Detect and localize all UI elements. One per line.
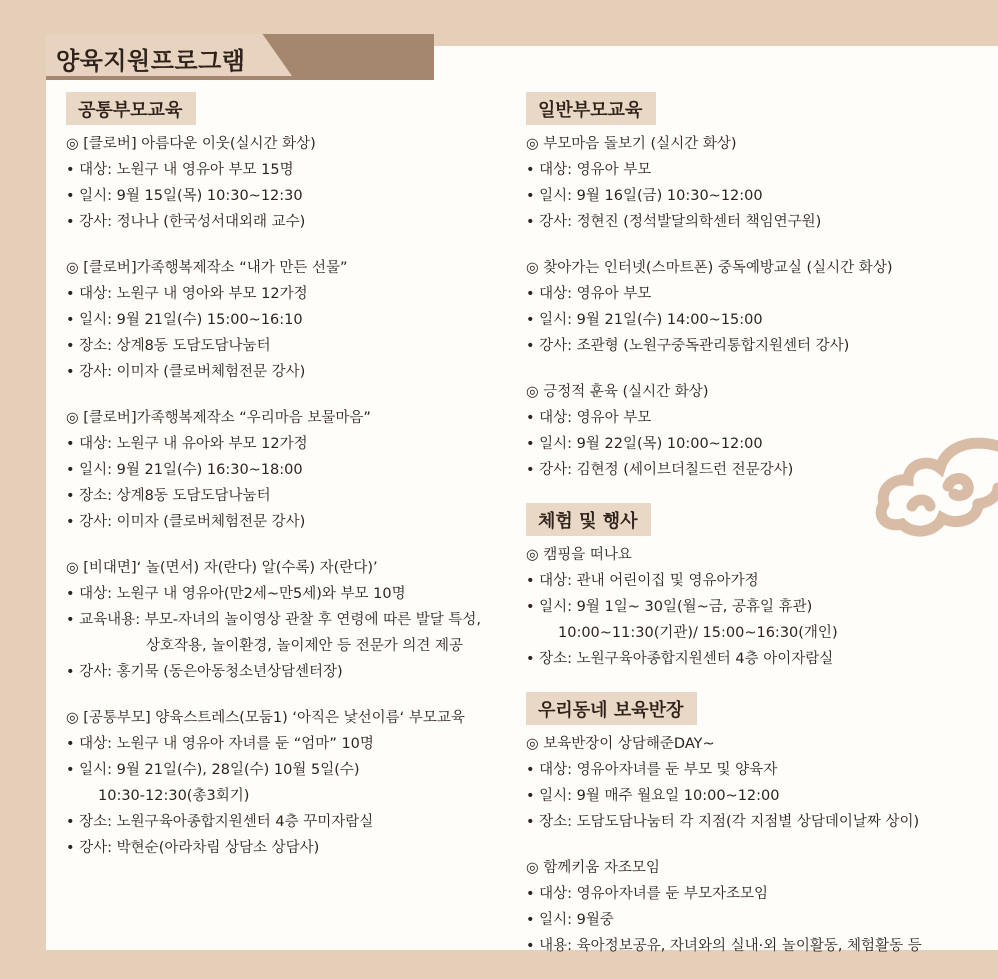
program-title: ◎ 보육반장이 상담해준DAY~ [526,736,715,752]
program-detail: • 일시: 9월 21일(수) 15:00~16:10 [66,312,303,328]
program-detail: • 일시: 9월 16일(금) 10:30~12:00 [526,188,763,204]
program-detail: • 일시: 9월 1일~ 30일(월~금, 공휴일 휴관) [526,599,813,615]
program-block [66,405,506,535]
program-detail: • 대상: 관내 어린이집 및 영유아가정 [526,573,759,589]
program-block [526,542,966,672]
program-detail: • 대상: 노원구 내 영유아 자녀를 둔 “엄마” 10명 [66,736,374,752]
section-title-common-parent-education: 공통부모교육 [66,92,196,125]
program-detail: • 일시: 9월 21일(수) 16:30~18:00 [66,462,303,478]
right-section [526,92,966,483]
program-title: ◎ 함께키움 자조모임 [526,860,660,876]
right-section [526,692,966,959]
program-detail: • 대상: 노원구 내 영아와 부모 12가정 [66,286,308,302]
program-title: ◎ [공통부모] 양육스트레스(모둠1) ‘아직은 낯선이름‘ 부모교육 [66,710,465,726]
program-block [526,131,966,235]
program-detail: • 강사: 조관형 (노원구중독관리통합지원센터 강사) [526,338,850,354]
program-detail-continuation: 상호작용, 놀이환경, 놀이제안 등 전문가 의견 제공 [146,638,464,654]
program-detail: • 대상: 노원구 내 영유아(만2세~만5세)와 부모 10명 [66,586,406,602]
program-detail: • 강사: 김현정 (세이브더칠드런 전문강사) [526,462,794,478]
program-detail: • 일시: 9월 매주 월요일 10:00~12:00 [526,788,780,804]
program-list [526,731,966,959]
program-detail: • 일시: 9월 21일(수) 14:00~15:00 [526,312,763,328]
program-title: ◎ [비대면]‘ 놀(면서) 자(란다) 알(수록) 자(란다)’ [66,560,378,576]
program-detail: • 장소: 노원구육아종합지원센터 4층 꾸미자람실 [66,814,374,830]
cloud-icon [828,428,998,538]
program-detail: • 강사: 홍기묵 (동은아동청소년상담센터장) [66,664,343,680]
program-detail: • 대상: 영유아 부모 [526,162,652,178]
program-detail: • 강사: 정나나 (한국성서대외래 교수) [66,214,306,230]
program-detail: • 강사: 이미자 (클로버체험전문 강사) [66,514,306,530]
section-title: 일반부모교육 [526,92,656,125]
program-detail: • 대상: 노원구 내 영유아 부모 15명 [66,162,294,178]
program-detail: • 일시: 9월 22일(목) 10:00~12:00 [526,436,763,452]
program-title: ◎ 찾아가는 인터넷(스마트폰) 중독예방교실 (실시간 화상) [526,260,893,276]
program-detail: • 장소: 상계8동 도담도담나눔터 [66,488,271,504]
program-detail: • 대상: 영유아자녀를 둔 부모자조모임 [526,886,768,902]
section-title: 체험 및 행사 [526,503,651,536]
program-block [66,255,506,385]
left-column [66,92,506,881]
program-detail: • 장소: 도담도담나눔터 각 지점(각 지점별 상담데이날짜 상이) [526,814,920,830]
program-detail: • 장소: 상계8동 도담도담나눔터 [66,338,271,354]
program-detail-continuation: 10:00~11:30(기관)/ 15:00~16:30(개인) [558,625,838,641]
program-title: ◎ [클로버]가족행복제작소 “우리마음 보물마음” [66,410,371,426]
program-title: ◎ 긍정적 훈육 (실시간 화상) [526,384,709,400]
program-detail: • 강사: 정현진 (정석발달의학센터 책임연구원) [526,214,822,230]
program-detail: • 대상: 노원구 내 유아와 부모 12가정 [66,436,308,452]
program-detail: • 대상: 영유아 부모 [526,410,652,426]
program-list [526,542,966,672]
program-detail: • 내용: 육아정보공유, 자녀와의 실내·외 놀이활동, 체험활동 등 [526,938,922,954]
program-detail: • 대상: 영유아 부모 [526,286,652,302]
program-title: ◎ [클로버] 아름다운 이웃(실시간 화상) [66,136,316,152]
program-detail: • 대상: 영유아자녀를 둔 부모 및 양육자 [526,762,778,778]
program-title: ◎ [클로버]가족행복제작소 “내가 만든 선물” [66,260,348,276]
program-detail: • 장소: 노원구육아종합지원센터 4층 아이자람실 [526,651,834,667]
program-block [66,131,506,235]
program-detail: • 강사: 박현순(아라차림 상담소 상담사) [66,840,320,856]
program-block [526,731,966,835]
program-detail: • 일시: 9월 21일(수), 28일(수) 10월 5일(수) [66,762,360,778]
program-title: ◎ 캠핑을 떠나요 [526,547,632,563]
program-block [66,705,506,861]
program-detail: • 교육내용: 부모-자녀의 놀이영상 관찰 후 연령에 따른 발달 특성, [66,612,481,628]
left-program-list [66,131,506,861]
program-block [66,555,506,685]
section-title: 우리동네 보육반장 [526,692,697,725]
program-title: ◎ 부모마음 돌보기 (실시간 화상) [526,136,737,152]
program-detail: • 강사: 이미자 (클로버체험전문 강사) [66,364,306,380]
program-block [526,855,966,959]
program-detail: • 일시: 9월 15일(목) 10:30~12:30 [66,188,303,204]
program-block [526,255,966,359]
program-detail: • 일시: 9월중 [526,912,614,928]
program-detail-continuation: 10:30-12:30(총3회기) [98,788,250,804]
page-title: 양육지원프로그램 [56,47,246,75]
